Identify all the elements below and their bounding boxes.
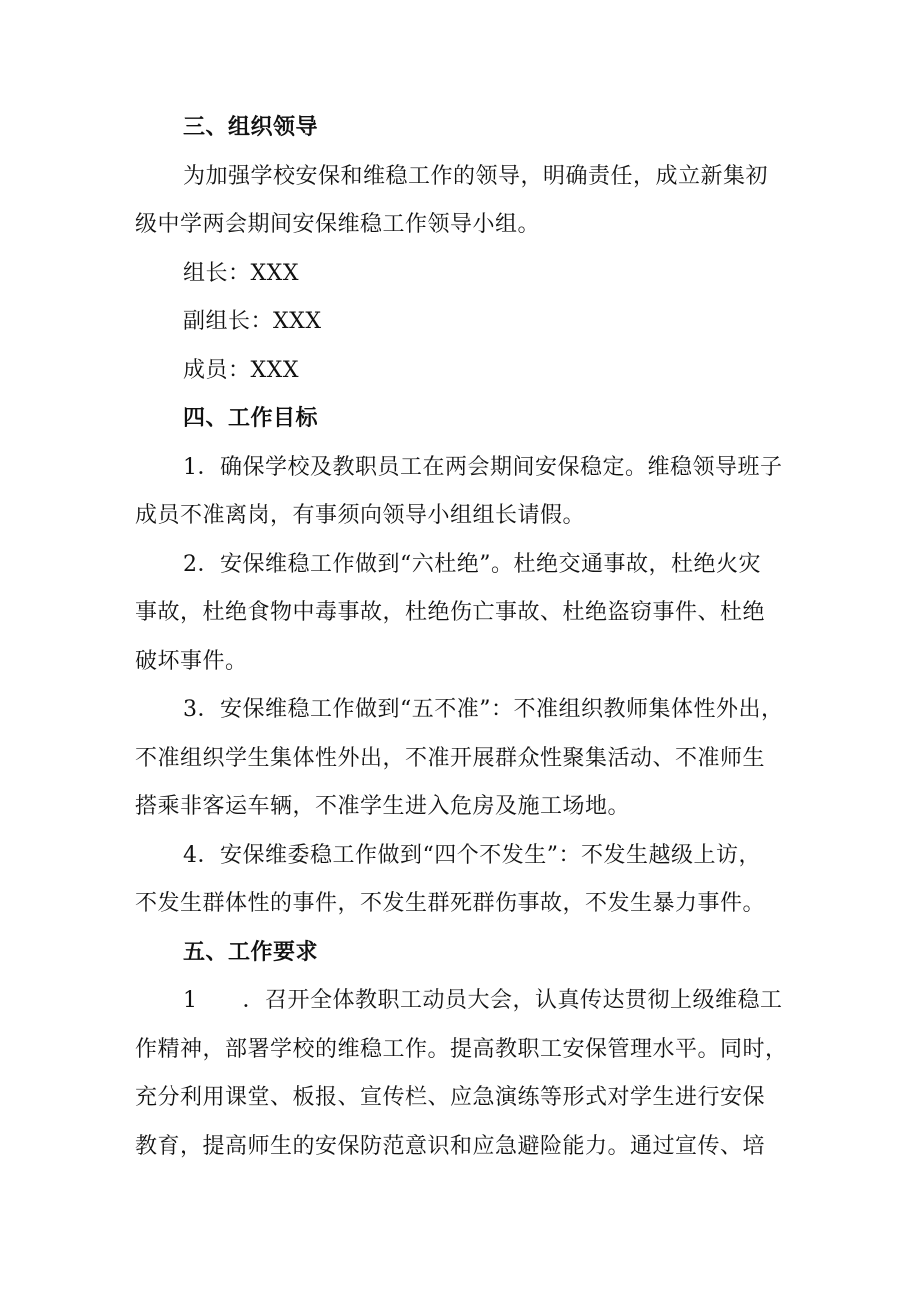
list-item-line: 成员不准离岗，有事须向领导小组组长请假。: [135, 503, 586, 528]
list-item-line: 教育，提高师生的安保防范意识和应急避险能力。通过宣传、培: [135, 1133, 766, 1159]
list-item-line: 3．安保维稳工作做到“五不准”：不准组织教师集体性外出，: [183, 697, 784, 722]
list-item-line: 1．确保学校及教职员工在两会期间安保稳定。维稳领导班子: [183, 454, 783, 480]
section-work-goals: [135, 395, 795, 929]
list-item-line: 4．安保维委稳工作做到“四个不发生”：不发生越级上访，: [183, 842, 761, 868]
section-heading: 三、组织领导: [183, 115, 319, 140]
leader-line: 组长：XXX: [183, 260, 299, 286]
document-page: [135, 104, 795, 1171]
paragraph-line: 为加强学校安保和维稳工作的领导，明确责任，成立新集初: [183, 163, 769, 189]
section-heading: 五、工作要求: [183, 939, 319, 965]
section-work-requirements: [135, 929, 795, 1172]
list-item-line: 不准组织学生集体性外出，不准开展群众性聚集活动、不准师生: [135, 745, 766, 771]
list-item-line: 1 ．召开全体教职工动员大会，认真传达贯彻上级维稳工: [183, 988, 783, 1013]
section-organization-leadership: [135, 104, 795, 395]
list-item-line: 充分利用课堂、板报、宣传栏、应急演练等形式对学生进行安保: [135, 1085, 766, 1110]
section-heading: 四、工作目标: [183, 406, 319, 431]
deputy-leader-line: 副组长：XXX: [183, 309, 322, 334]
list-item-line: 2．安保维稳工作做到“六杜绝”。杜绝交通事故，杜绝火灾: [183, 551, 761, 577]
list-item-line: 作精神，部署学校的维稳工作。提高教职工安保管理水平。同时，: [135, 1036, 788, 1062]
paragraph-line: 级中学两会期间安保维稳工作领导小组。: [135, 212, 541, 237]
list-item-line: 不发生群体性的事件，不发生群死群伤事故，不发生暴力事件。: [135, 891, 766, 916]
members-line: 成员：XXX: [183, 357, 299, 383]
list-item-line: 事故，杜绝食物中毒事故，杜绝伤亡事故、杜绝盗窃事件、杜绝: [135, 600, 766, 625]
list-item-line: 搭乘非客运车辆，不准学生进入危房及施工场地。: [135, 794, 631, 819]
list-item-line: 破坏事件。: [135, 648, 248, 674]
